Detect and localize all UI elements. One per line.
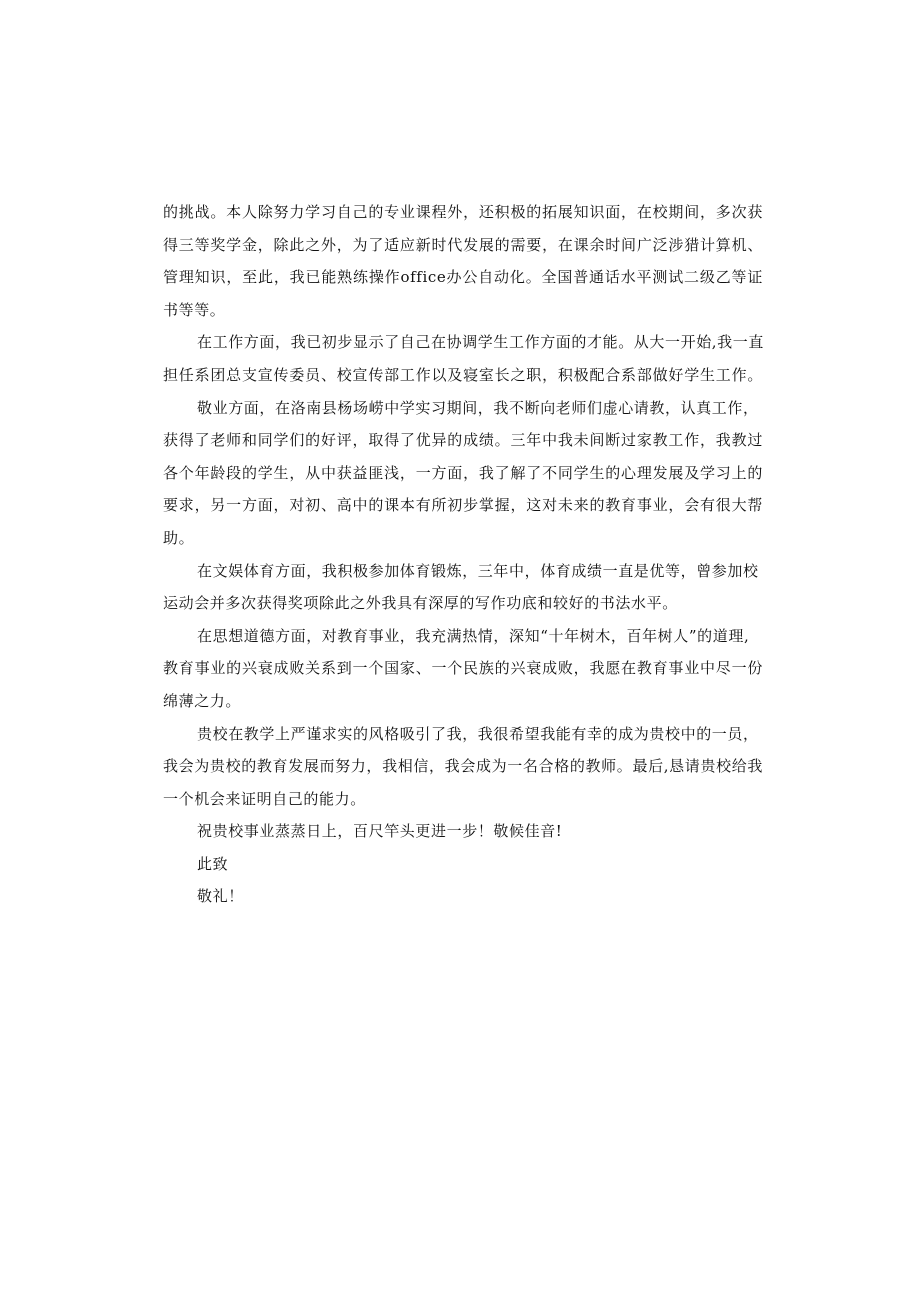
- text-line: 得三等奖学金，除此之外，为了适应新时代发展的需要，在课余时间广泛涉猎计算机、: [163, 235, 763, 254]
- text-line: 敬业方面，在洛南县杨场崂中学实习期间，我不断向老师们虚心请教，认真工作，: [197, 398, 759, 417]
- text-line: 在文娱体育方面，我积极参加体育锻炼，三年中，体育成绩一直是优等，曾参加校: [197, 561, 759, 580]
- text-line: 贵校在教学上严谨求实的风格吸引了我，我很希望我能有幸的成为贵校中的一员，: [197, 724, 759, 743]
- text-line: 运动会并多次获得奖项除此之外我具有深厚的写作功底和较好的书法水平。: [163, 594, 678, 613]
- closing-wish: 祝贵校事业蒸蒸日上，百尺竿头更进一步！敬候佳音!: [197, 822, 563, 841]
- text-line: 助。: [163, 528, 195, 547]
- text-line: 的挑战。本人除努力学习自己的专业课程外，还积极的拓展知识面，在校期间，多次获: [163, 203, 763, 221]
- text-line: 担任系团总支宣传委员、校宣传部工作以及寝室长之职，积极配合系部做好学生工作。: [163, 365, 763, 384]
- text-line: 在思想道德方面，对教育事业，我充满热情，深知“十年树木，百年树人”的道理,: [197, 626, 750, 645]
- text-line: 获得了老师和同学们的好评，取得了优异的成绩。三年中我未间断过家教工作，我教过: [163, 431, 763, 450]
- text-line: 我会为贵校的教育发展而努力，我相信，我会成为一名合格的教师。最后,恳请贵校给我: [163, 757, 763, 776]
- text-line: 绵薄之力。: [163, 691, 242, 710]
- letter-body: [163, 196, 763, 913]
- text-line: 要求，另一方面，对初、高中的课本有所初步掌握，这对未来的教育事业，会有很大帮: [163, 496, 763, 515]
- text-line: 一个机会来证明自己的能力。: [163, 789, 366, 808]
- text-line: 教育事业的兴衰成败关系到一个国家、一个民族的兴衰成败，我愿在教育事业中尽一份: [163, 659, 763, 678]
- salutation-jingli: 敬礼！: [197, 887, 244, 906]
- text-line: 管理知识，至此，我已能熟练操作office办公自动化。全国普通话水平测试二级乙等证: [163, 268, 763, 287]
- text-line: 在工作方面，我已初步显示了自己在协调学生工作方面的才能。从大一开始,我一直: [197, 333, 764, 352]
- text-line: 各个年龄段的学生，从中获益匪浅，一方面，我了解了不同学生的心理发展及学习上的: [163, 463, 763, 482]
- salutation-cizhi: 此致: [197, 854, 229, 873]
- text-line: 书等等。: [163, 300, 226, 319]
